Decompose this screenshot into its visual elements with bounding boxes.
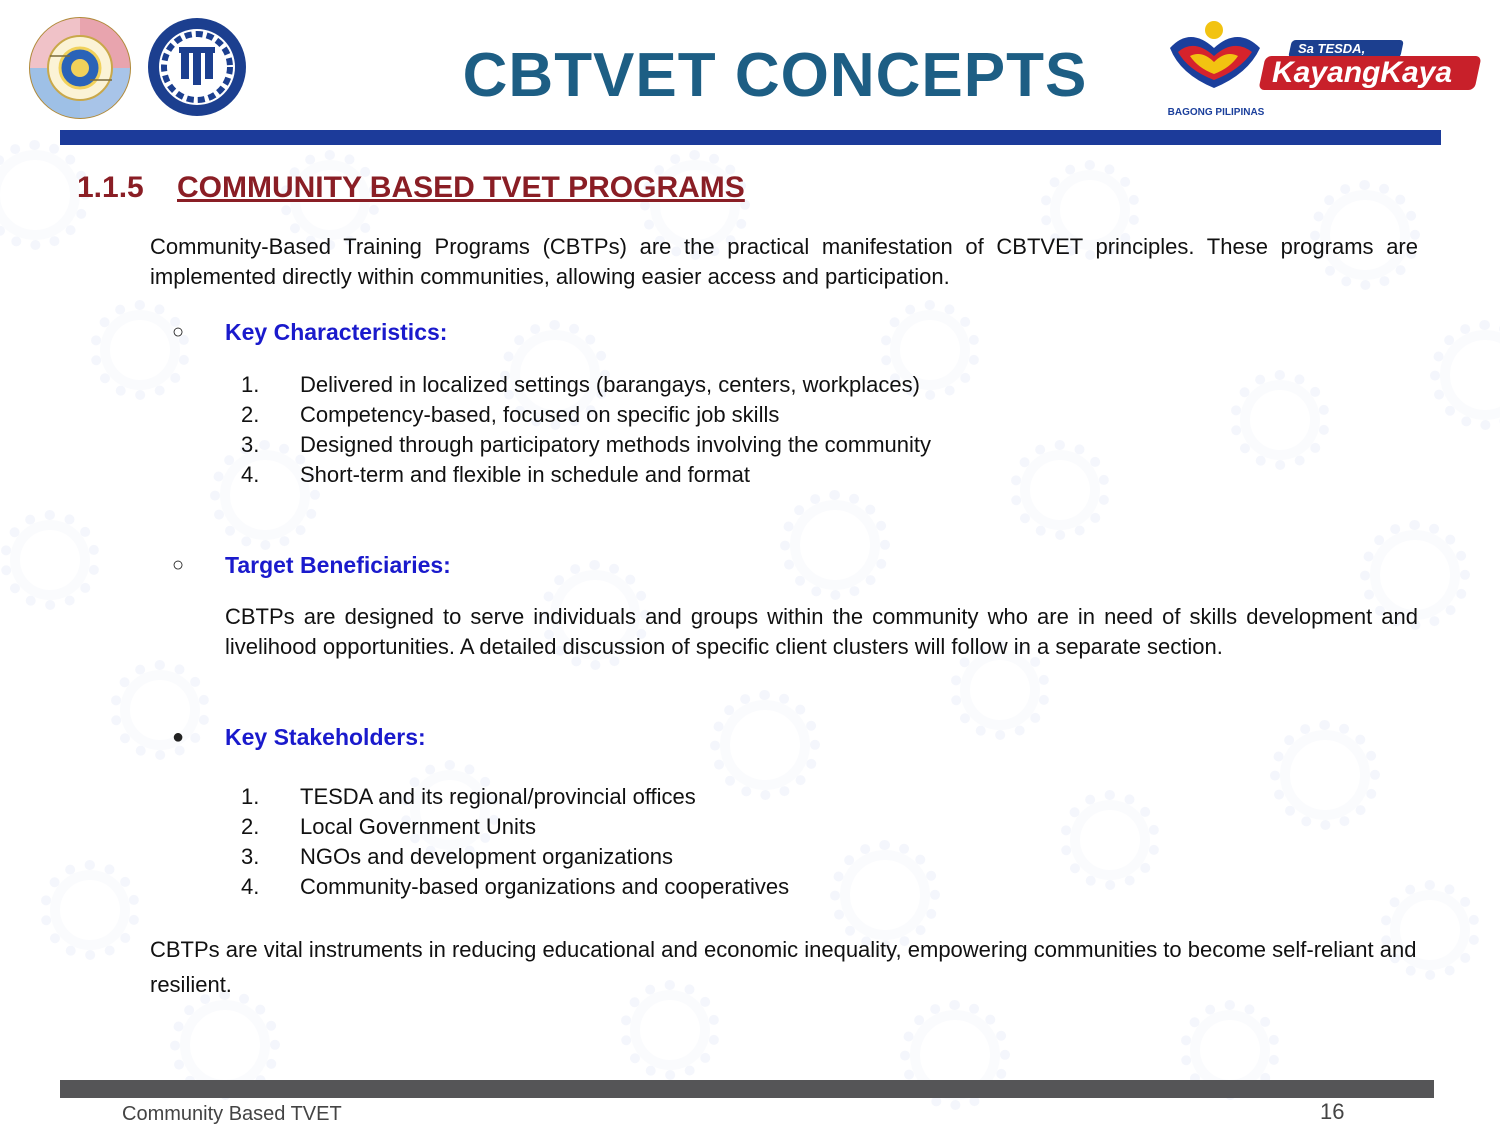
footer-divider — [60, 1080, 1434, 1098]
header-divider — [60, 130, 1441, 145]
list-item: Designed through participatory methods involving the community — [300, 432, 931, 457]
list-item: Local Government Units — [300, 814, 536, 839]
list-item: NGOs and development organizations — [300, 844, 673, 869]
footer-label: Community Based TVET — [122, 1103, 342, 1125]
intro-paragraph: Community-Based Training Programs (CBTPs) are the practical manifestation of CBTVET principles. These programs are implemented directly within communities, allowing easier access and participation. — [150, 234, 1418, 289]
list-item-number: 1. — [241, 372, 260, 397]
list-item-number: 1. — [241, 784, 260, 809]
bagong-pilipinas-label: BAGONG PILIPINAS — [1167, 107, 1265, 118]
page-title: CBTVET CONCEPTS — [462, 41, 1088, 110]
stakeholders-bullet: ● — [172, 726, 185, 748]
beneficiaries-heading: Target Beneficiaries: — [225, 552, 451, 578]
list-item: Delivered in localized settings (barangays, centers, workplaces) — [300, 372, 920, 397]
list-item-number: 2. — [241, 402, 260, 427]
list-item: Community-based organizations and cooperatives — [300, 874, 790, 899]
page-number: 16 — [1320, 1099, 1345, 1124]
kayang-kaya-logo — [1262, 40, 1480, 92]
list-item-number: 4. — [241, 874, 260, 899]
list-item-number: 3. — [241, 844, 260, 869]
section-number: 1.1.5 — [77, 171, 144, 204]
characteristics-heading: Key Characteristics: — [225, 319, 448, 345]
beneficiaries-paragraph: CBTPs are designed to serve individuals and groups within the community who are in need of skills development and livelihood opportunities. A detailed discussion of specific client clusters will follow in a separate section. — [225, 604, 1418, 659]
list-item-number: 2. — [241, 814, 260, 839]
list-item: Short-term and flexible in schedule and format — [300, 462, 751, 487]
closing-paragraph: CBTPs are vital instruments in reducing educational and economic inequality, empowering communities to become self-reliant and resilient. — [150, 937, 1417, 997]
cbtvet-wheel-logo — [28, 16, 132, 120]
tesda-seal-logo — [146, 16, 248, 118]
beneficiaries-bullet: ○ — [172, 554, 185, 576]
kaya-tagline-main: KayangKaya — [1272, 56, 1453, 89]
stakeholders-heading: Key Stakeholders: — [225, 724, 426, 750]
section-title: COMMUNITY BASED TVET PROGRAMS — [177, 171, 745, 204]
kaya-tagline-top: Sa TESDA, — [1298, 41, 1366, 56]
bagong-pilipinas-logo — [1160, 18, 1272, 118]
list-item-number: 4. — [241, 462, 260, 487]
list-item-number: 3. — [241, 432, 260, 457]
list-item: TESDA and its regional/provincial offices — [300, 784, 696, 809]
list-item: Competency-based, focused on specific job skills — [300, 402, 780, 427]
characteristics-bullet: ○ — [172, 321, 185, 343]
